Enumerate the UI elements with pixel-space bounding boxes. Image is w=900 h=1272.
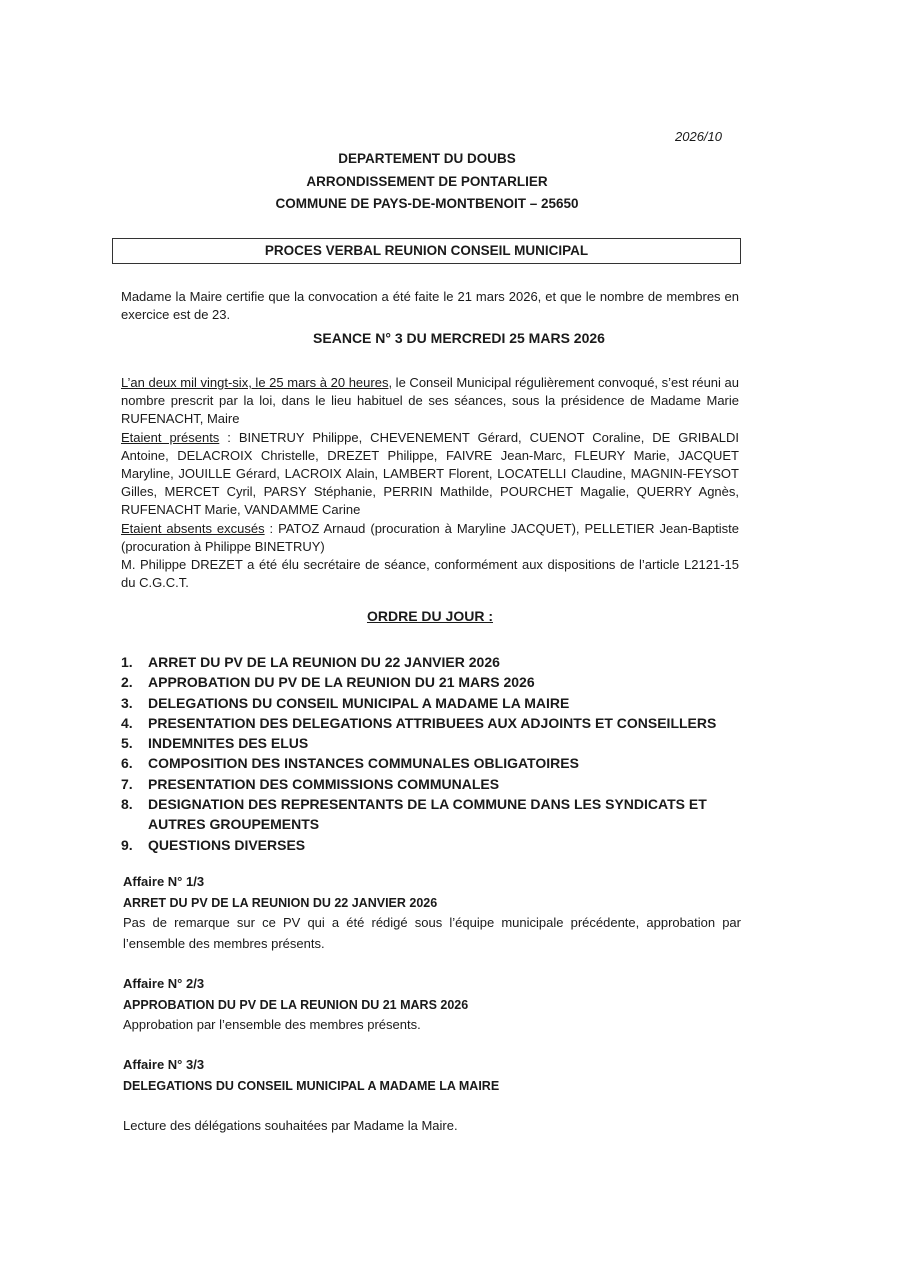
agenda-text: PRESENTATION DES DELEGATIONS ATTRIBUEES AUX ADJOINTS ET CONSEILLERS — [148, 714, 717, 731]
affaire-section — [123, 1055, 741, 1137]
affaire-body: Lecture des délégations souhaitées par Madame la Maire. — [123, 1118, 458, 1133]
secretaire-paragraph: M. Philippe DREZET a été élu secrétaire de séance, conformément aux dispositions de l’article L2121-15 du C.G.C.T. — [121, 557, 739, 591]
agenda-text: COMPOSITION DES INSTANCES COMMUNALES OBLIGATOIRES — [148, 755, 579, 772]
session-details — [121, 374, 739, 592]
presents-list: : BINETRUY Philippe, CHEVENEMENT Gérard, CUENOT Coraline, DE GRIBALDI Antoine, DELACROIX Christelle, DREZET Philippe, FAIVRE Jean-Marc, FLEURY Marie, JACQUET Maryline, JOUILLE Gérard, LACROIX Alain, LAMBERT Florent, LOCATELLI Claudine, MAGNIN-FEYSOT Gilles, MERCET Cyril, PARSY Stéphanie, PERRIN Mathilde, POURCHET Magalie, QUERRY Agnès, RUFENACHT Marie, VANDAMME Carine — [121, 429, 739, 518]
absents-paragraph — [121, 520, 739, 556]
affaire-label: Affaire N° 2/3 — [123, 976, 205, 991]
agenda-item — [121, 753, 741, 773]
agenda-title: ORDRE DU JOUR : — [366, 608, 493, 624]
opening-text: le Conseil Municipal régulièrement convoqué, s’est réuni au nombre prescrit par la loi, dans le lieu habituel de ses séances, sous la présidence de Madame Marie RUFENACHT, Maire — [121, 375, 739, 427]
agenda-text: ARRET DU PV DE LA REUNION DU 22 JANVIER 2026 — [148, 654, 500, 670]
agenda-number: 8. — [121, 796, 133, 813]
affaire-label: Affaire N° 3/3 — [123, 1057, 205, 1072]
affaire-title: DELEGATIONS DU CONSEIL MUNICIPAL A MADAME LA MAIRE — [123, 1078, 500, 1093]
agenda-item — [121, 774, 741, 794]
agenda-item — [121, 672, 741, 692]
affaire-body: Approbation par l’ensemble des membres présents. — [123, 1017, 421, 1032]
absents-list: : PATOZ Arnaud (procuration à Maryline JACQUET), PELLETIER Jean-Baptiste (procuration à Philippe BINETRUY) — [121, 520, 739, 554]
agenda-text: DESIGNATION DES REPRESENTANTS DE LA COMMUNE DANS LES SYNDICATS ET AUTRES GROUPEMENTS — [148, 796, 707, 833]
agenda-item — [121, 693, 741, 713]
affaire-label: Affaire N° 1/3 — [123, 874, 205, 889]
agenda-item — [121, 713, 741, 733]
affaire-section — [123, 974, 741, 1036]
agenda-text: QUESTIONS DIVERSES — [148, 836, 306, 853]
agenda-text: DELEGATIONS DU CONSEIL MUNICIPAL A MADAME LA MAIRE — [148, 694, 570, 711]
agenda-number: 2. — [121, 674, 133, 691]
agenda-list — [121, 652, 741, 855]
header-arrondissement: ARRONDISSEMENT DE PONTARLIER — [306, 173, 548, 189]
agenda-item — [121, 835, 741, 855]
agenda-number: 9. — [121, 836, 133, 853]
intro-paragraph: Madame la Maire certifie que la convocation a été faite le 21 mars 2026, et que le nombre de membres en exercice est de 23. — [121, 289, 739, 323]
document-reference: 2026/10 — [675, 129, 722, 144]
agenda-number: 5. — [121, 735, 133, 752]
seance-title: SEANCE N° 3 DU MERCREDI 25 MARS 2026 — [313, 330, 605, 346]
agenda-number: 1. — [121, 654, 133, 670]
agenda-text: APPROBATION DU PV DE LA REUNION DU 21 MARS 2026 — [148, 674, 535, 691]
title-box: PROCES VERBAL REUNION CONSEIL MUNICIPAL — [112, 238, 741, 264]
agenda-text: PRESENTATION DES COMMISSIONS COMMUNALES — [148, 775, 500, 792]
agenda-number: 6. — [121, 755, 133, 772]
opening-paragraph — [121, 374, 739, 429]
agenda-number: 7. — [121, 775, 133, 792]
affaire-title: APPROBATION DU PV DE LA REUNION DU 21 MARS 2026 — [123, 997, 469, 1012]
agenda-item — [121, 652, 741, 672]
affaire-title: ARRET DU PV DE LA REUNION DU 22 JANVIER 2026 — [123, 895, 438, 910]
presents-label: Etaient présents — [121, 429, 220, 445]
absents-label: Etaient absents excusés — [121, 520, 265, 536]
agenda-item — [121, 794, 741, 835]
agenda-item — [121, 733, 741, 753]
agenda-text: INDEMNITES DES ELUS — [148, 735, 309, 752]
affaire-body: Pas de remarque sur ce PV qui a été rédigé sous l’équipe municipale précédente, approbation par l’ensemble des membres présents. — [123, 915, 741, 951]
document-header — [112, 148, 742, 216]
header-commune: COMMUNE DE PAYS-DE-MONTBENOIT – 25650 — [275, 196, 579, 211]
header-departement: DEPARTEMENT DU DOUBS — [338, 151, 516, 166]
agenda-number: 3. — [121, 694, 133, 711]
agenda-number: 4. — [121, 714, 133, 731]
affaire-section — [123, 872, 741, 954]
opening-date: L’an deux mil vingt-six, le 25 mars à 20 heures, — [121, 375, 393, 390]
presents-paragraph — [121, 429, 739, 520]
